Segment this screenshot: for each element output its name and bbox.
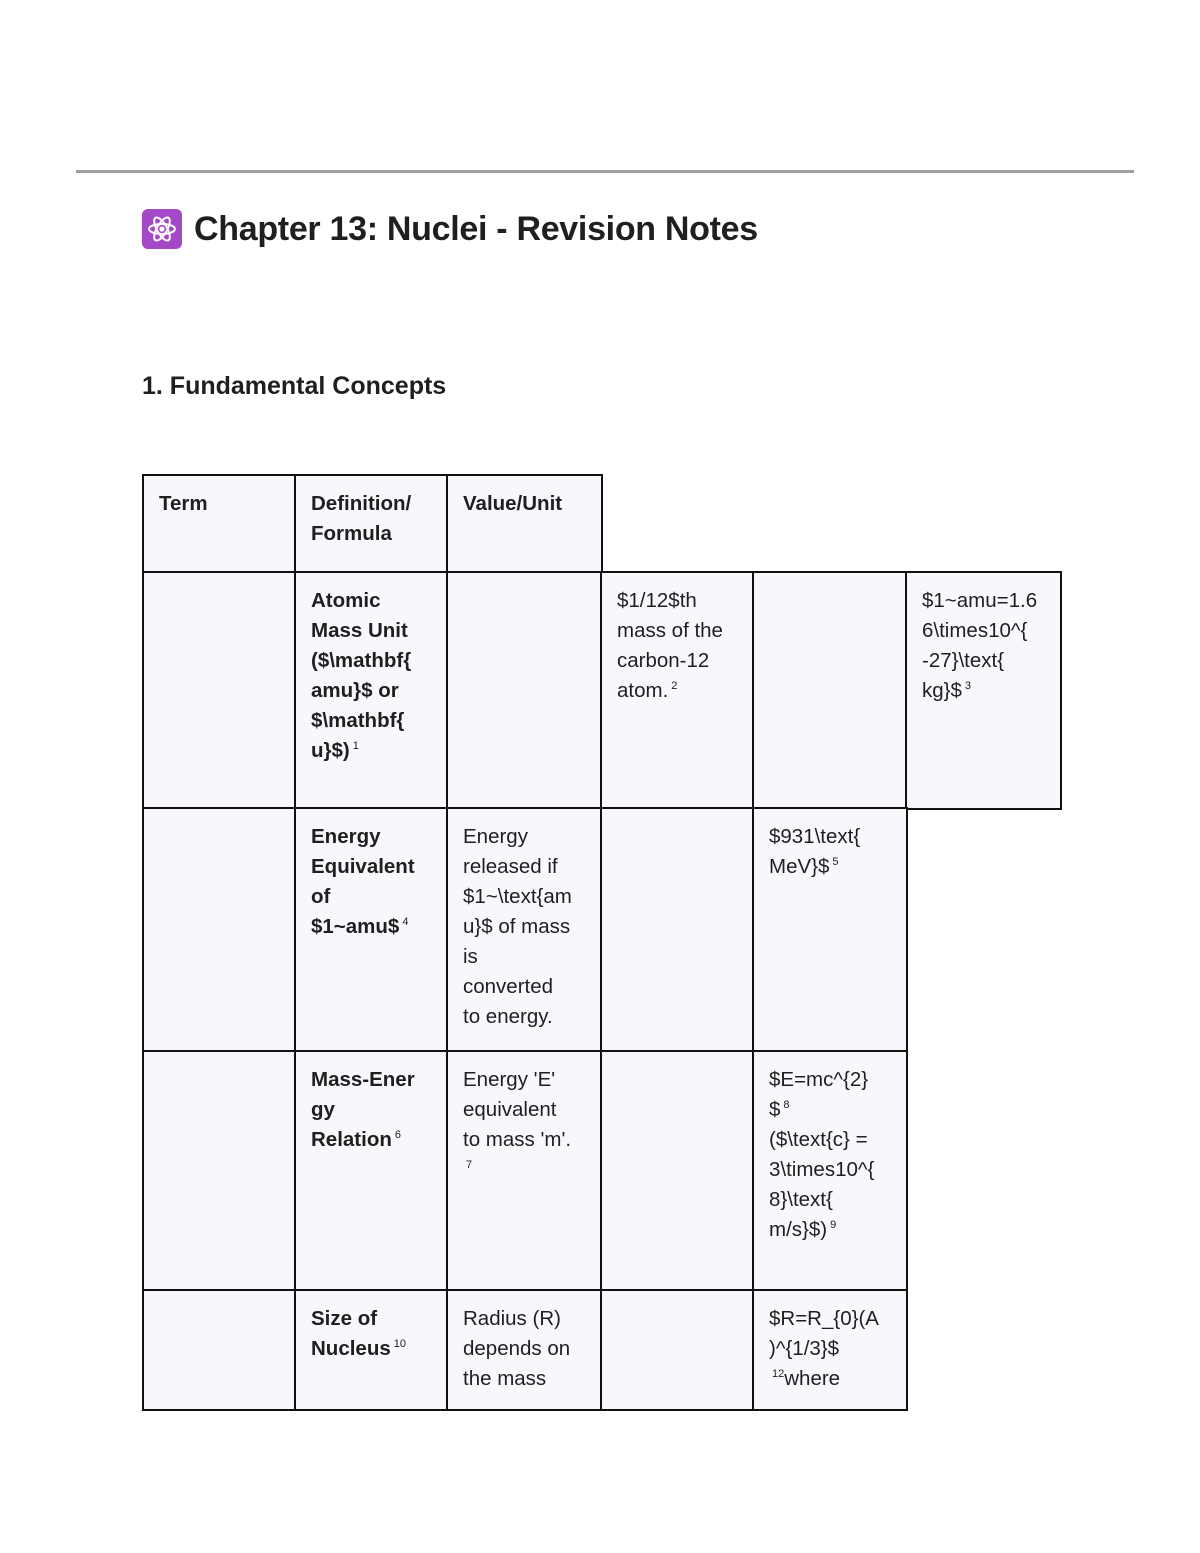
row-2-cell-1: Energy Equivalent of $1~amu$ $^4$ xyxy=(294,807,449,1053)
row-1-cell-5: $1~amu=1.6 6\times10^{ -27}\text{ kg}$ $^3$ xyxy=(905,571,1062,810)
row-4-cell-3 xyxy=(600,1289,755,1411)
row-3-cell-2: Energy 'E' equivalent to mass 'm'. $^7$ xyxy=(446,1050,603,1292)
row-4-cell-2: Radius (R) depends on the mass xyxy=(446,1289,603,1411)
row-1-cell-1: Atomic Mass Unit ($\mathbf{ amu}$ or $\mathbf{ u}$) $^1$ xyxy=(294,571,449,810)
row-1-cell-4 xyxy=(752,571,908,810)
row-1-term-cell xyxy=(142,571,297,810)
title-text: Chapter 13: Nuclei - Revision Notes xyxy=(194,209,758,248)
row-4-term-cell xyxy=(142,1289,297,1411)
row-2-cell-4: $931\text{ MeV}$ $^5$ xyxy=(752,807,908,1053)
row-2-term-cell xyxy=(142,807,297,1053)
header-value-unit: Value/Unit xyxy=(446,474,603,574)
header-definition: Definition/ Formula xyxy=(294,474,449,574)
row-4-cell-4: $R=R_{0}(A )^{1/3}$ $^{12}$where xyxy=(752,1289,908,1411)
atom-icon xyxy=(142,209,182,249)
row-3-cell-1: Mass-Ener gy Relation $^6$ xyxy=(294,1050,449,1292)
row-2-cell-2: Energy released if $1~\text{am u}$ of mass is converted to energy. xyxy=(446,807,603,1053)
row-1-cell-3: $1/12$th mass of the carbon-12 atom. $^2$ xyxy=(600,571,755,810)
header-term: Term xyxy=(142,474,297,574)
row-3-cell-3 xyxy=(600,1050,755,1292)
row-3-term-cell xyxy=(142,1050,297,1292)
row-2-cell-3 xyxy=(600,807,755,1053)
row-3-cell-4: $E=mc^{2} $ $^8$ ($\text{c} = 3\times10^{ 8}\text{ m/s}$) $^9$ xyxy=(752,1050,908,1292)
row-4-cell-1: Size of Nucleus $^{10}$ xyxy=(294,1289,449,1411)
row-1-cell-2 xyxy=(446,571,603,810)
section-heading: 1. Fundamental Concepts xyxy=(142,372,447,400)
horizontal-rule xyxy=(76,170,1134,173)
page-title xyxy=(142,205,758,253)
